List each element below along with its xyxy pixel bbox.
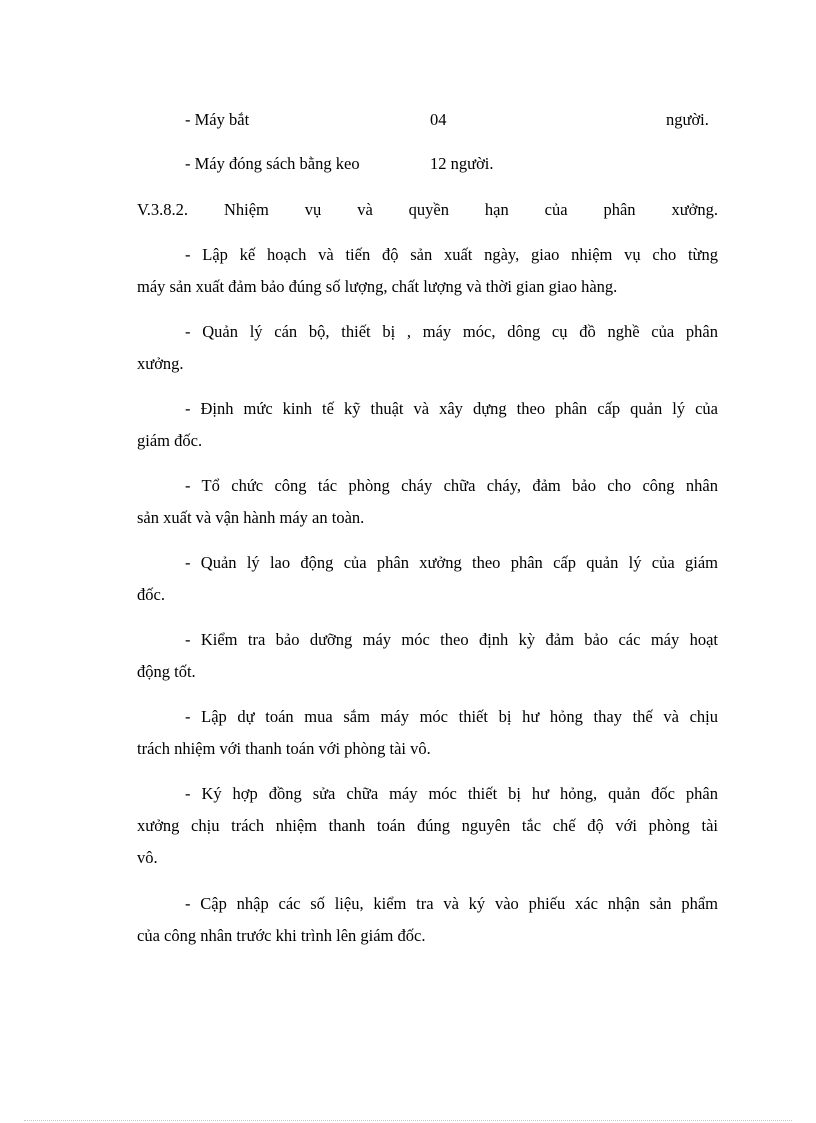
paragraph-line: sản xuất và vận hành máy an toàn. xyxy=(137,508,365,527)
paragraph-first-line: - Lập kế hoạch và tiến độ sản xuất ngày, giao nhiệm vụ cho từng xyxy=(185,245,718,264)
page-bottom-border xyxy=(24,1120,792,1121)
paragraph-first-line: - Kiểm tra bảo dưỡng máy móc theo định kỳ đảm bảo các máy hoạt xyxy=(185,630,718,649)
paragraph-line: đốc. xyxy=(137,585,165,604)
paragraph-line: xưởng. xyxy=(137,354,184,373)
heading-word: xưởng. xyxy=(671,200,718,219)
paragraph-line: vô. xyxy=(137,848,158,867)
paragraph-line: xưởng chịu trách nhiệm thanh toán đúng nguyên tắc chế độ với phòng tài xyxy=(137,816,718,835)
paragraph-line: máy sản xuất đảm bảo đúng số lượng, chất lượng và thời gian giao hàng. xyxy=(137,277,618,296)
paragraph-line: trách nhiệm với thanh toán với phòng tài vô. xyxy=(137,739,431,758)
heading-word: phân xyxy=(603,200,636,219)
paragraph-line: giám đốc. xyxy=(137,431,203,450)
paragraph-line: của công nhân trước khi trình lên giám đốc. xyxy=(137,926,426,945)
heading-word: V.3.8.2. xyxy=(137,200,189,219)
heading-word: Nhiệm xyxy=(223,200,269,219)
staff-line-unit: người. xyxy=(666,110,709,129)
paragraph-first-line: - Cập nhập các số liệu, kiểm tra và ký vào phiếu xác nhận sản phẩm xyxy=(185,894,718,913)
section-heading xyxy=(137,200,718,220)
staff-line-count: 04 xyxy=(430,110,447,129)
heading-word: của xyxy=(544,200,568,219)
heading-word: và xyxy=(357,200,373,219)
staff-line-label: - Máy đóng sách bằng keo xyxy=(185,154,360,173)
paragraph-first-line: - Lập dự toán mua sắm máy móc thiết bị hư hỏng thay thế và chịu xyxy=(185,707,718,726)
heading-word: quyền xyxy=(408,200,449,219)
heading-word: hạn xyxy=(484,200,509,219)
paragraph-first-line: - Ký hợp đồng sửa chữa máy móc thiết bị hư hỏng, quản đốc phân xyxy=(185,784,718,803)
paragraph-first-line: - Tổ chức công tác phòng cháy chữa cháy, đảm bảo cho công nhân xyxy=(185,476,718,495)
paragraph-first-line: - Quản lý lao động của phân xưởng theo phân cấp quản lý của giám xyxy=(185,553,718,572)
paragraph-first-line: - Quản lý cán bộ, thiết bị , máy móc, dông cụ đồ nghề của phân xyxy=(185,322,718,341)
heading-word: vụ xyxy=(304,200,322,219)
staff-line-count: 12 người. xyxy=(430,154,494,173)
paragraph-first-line: - Định mức kinh tế kỹ thuật và xây dựng theo phân cấp quản lý của xyxy=(185,399,718,418)
paragraph-line: động tốt. xyxy=(137,662,196,681)
staff-line-label: - Máy bắt xyxy=(185,110,250,129)
